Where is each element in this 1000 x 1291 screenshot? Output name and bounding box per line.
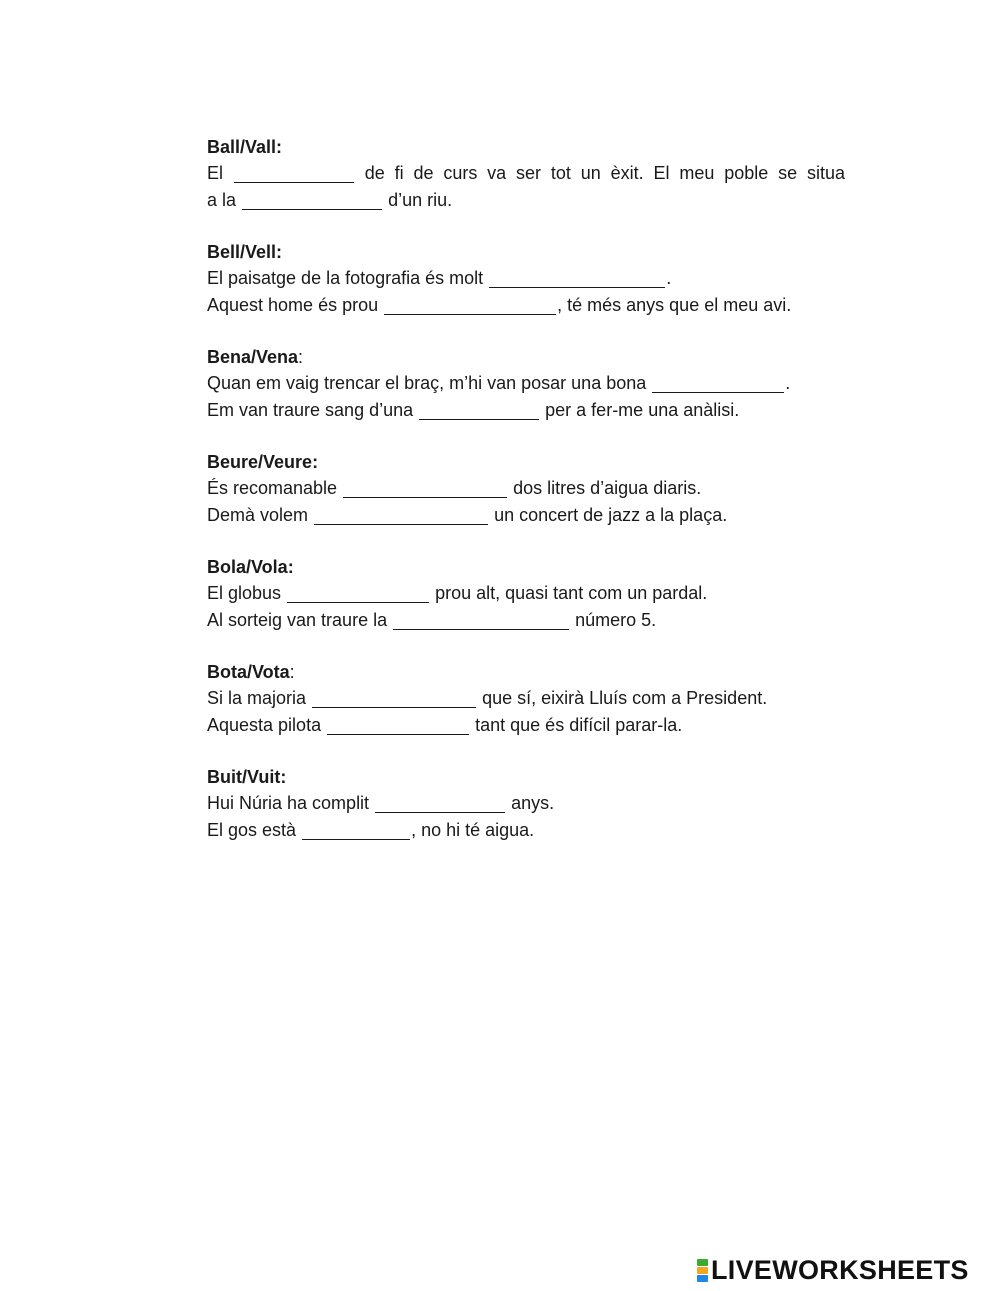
sentence-line: El gos està , no hi té aigua. [207,819,535,840]
answer-blank[interactable] [242,191,382,210]
answer-blank[interactable] [287,584,429,603]
answer-blank[interactable] [312,689,476,708]
section-bell-vell [207,239,867,318]
sentence-line: Al sorteig van traure la número 5. [207,609,657,630]
section-title: Ball/Vall: [207,137,283,157]
section-title: Bena/Vena: [207,347,304,367]
logo-block-blue [697,1275,708,1282]
answer-blank[interactable] [314,506,488,525]
section-ball-vall [207,134,867,213]
section-title: Beure/Veure: [207,452,319,472]
section-bola-vola [207,554,867,633]
answer-blank[interactable] [419,401,539,420]
section-title: Buit/Vuit: [207,767,287,787]
logo-text: LIVEWORKSHEETS [711,1254,969,1285]
section-title: Bell/Vell: [207,242,283,262]
sentence-line: Si la majoria que sí, eixirà Lluís com a President. [207,688,768,708]
section-title: Bola/Vola: [207,557,294,577]
logo-mark-icon [697,1259,708,1282]
sentence-line: El de fi de curs va ser tot un èxit. El meu poble se situa [207,163,845,183]
answer-blank[interactable] [343,479,507,498]
worksheet [207,134,867,869]
section-bena-vena [207,344,867,423]
sentence-line: El paisatge de la fotografia és molt . [207,268,672,288]
answer-blank[interactable] [489,269,665,288]
answer-blank[interactable] [652,374,784,393]
section-bota-vota [207,659,867,738]
answer-blank[interactable] [302,821,410,840]
sentence-line: Aquest home és prou , té més anys que el meu avi. [207,294,792,315]
sentence-line: Quan em vaig trencar el braç, m’hi van posar una bona . [207,373,791,393]
logo-block-green [697,1259,708,1266]
section-beure-veure [207,449,867,528]
sentence-line: El globus prou alt, quasi tant com un pardal. [207,583,708,603]
answer-blank[interactable] [375,794,505,813]
section-title: Bota/Vota: [207,662,295,682]
sentence-line: Em van traure sang d’una per a fer-me una anàlisi. [207,399,740,420]
sentence-line: Aquesta pilota tant que és difícil parar-la. [207,714,683,735]
answer-blank[interactable] [393,611,569,630]
sentence-line: Hui Núria ha complit anys. [207,793,555,813]
answer-blank[interactable] [327,716,469,735]
sentence-line: Demà volem un concert de jazz a la plaça. [207,504,728,525]
sentence-line: a la d’un riu. [207,189,453,210]
section-buit-vuit [207,764,867,843]
liveworksheets-logo [697,1255,969,1285]
answer-blank[interactable] [384,296,556,315]
logo-block-orange [697,1267,708,1274]
answer-blank[interactable] [234,164,354,183]
sentence-line: És recomanable dos litres d’aigua diaris. [207,478,702,498]
